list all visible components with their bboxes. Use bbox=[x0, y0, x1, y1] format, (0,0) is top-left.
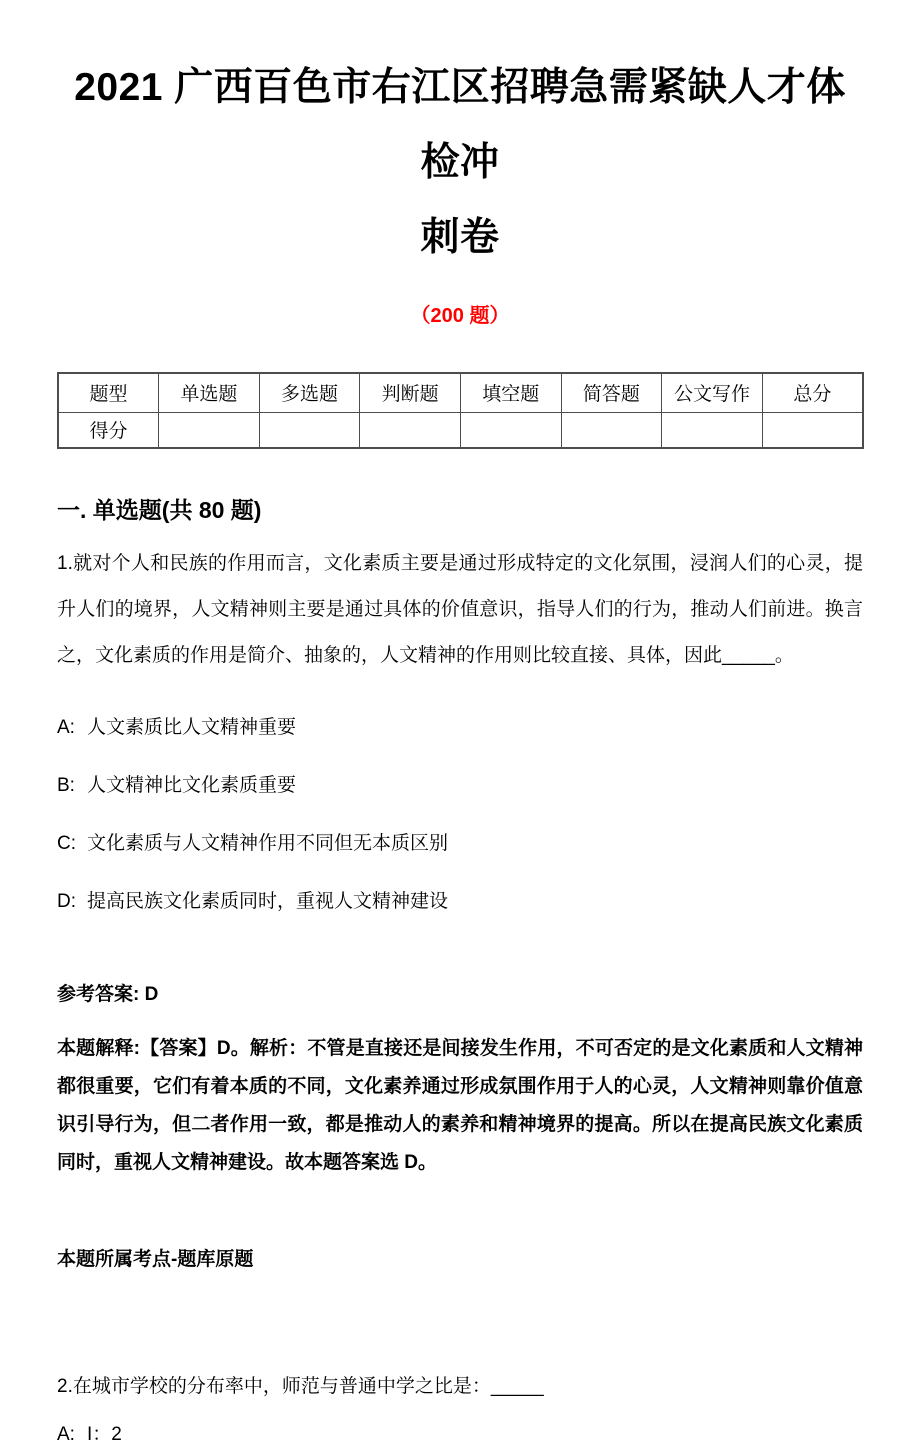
option-text: 提高民族文化素质同时，重视人文精神建设 bbox=[87, 891, 449, 912]
option-label: A: bbox=[57, 717, 75, 738]
score-table-header-true-false: 判断题 bbox=[360, 373, 461, 412]
page-title-line1: 2021 广西百色市右江区招聘急需紧缺人才体检冲 bbox=[74, 66, 846, 184]
question-2-text: 2.在城市学校的分布率中，师范与普通中学之比是：_____ bbox=[57, 1376, 544, 1397]
option-text: I：2 bbox=[87, 1424, 122, 1445]
score-table-header-row bbox=[58, 373, 863, 412]
score-row-label: 得分 bbox=[58, 412, 159, 448]
score-table-header-official-writing: 公文写作 bbox=[662, 373, 763, 412]
score-cell-empty bbox=[259, 412, 360, 448]
option-label: C: bbox=[57, 833, 76, 854]
score-cell-empty bbox=[762, 412, 863, 448]
explanation-text: 本题解释:【答案】D。解析：不管是直接还是间接发生作用，不可否定的是文化素质和人文精神都很重要，它们有着本质的不同，文化素养通过形成氛围作用于人的心灵，人文精神则靠价值意识引导行为，但二者作用一致，都是推动人的素养和精神境界的提高。所以在提高民族文化素质同时，重视人文精神建设。故本题答案选 D。 bbox=[57, 1038, 863, 1173]
score-table-header-short-answer: 简答题 bbox=[561, 373, 662, 412]
score-table-header-total: 总分 bbox=[762, 373, 863, 412]
question-1-option-a bbox=[57, 708, 863, 737]
score-cell-empty bbox=[159, 412, 260, 448]
reference-answer: 参考答案: D bbox=[57, 984, 159, 1005]
score-table-header-fill-blank: 填空题 bbox=[461, 373, 562, 412]
option-label: A: bbox=[57, 1424, 75, 1445]
option-label: B: bbox=[57, 775, 75, 796]
question-1-text: 1.就对个人和民族的作用而言，文化素质主要是通过形成特定的文化氛围，浸润人们的心灵，提升人们的境界，人文精神则主要是通过具体的价值意识，指导人们的行为，推动人们前进。换言之，文化素质的作用是简介、抽象的，人文精神的作用则比较直接、具体，因此_____。 bbox=[57, 553, 863, 666]
knowledge-point: 本题所属考点-题库原题 bbox=[57, 1249, 254, 1270]
page-title bbox=[57, 50, 863, 275]
score-table-header-question-type: 题型 bbox=[58, 373, 159, 412]
score-cell-empty bbox=[662, 412, 763, 448]
question-count-subtitle: （200 题） bbox=[410, 305, 510, 327]
option-text: 人文精神比文化素质重要 bbox=[87, 775, 297, 796]
question-1-options bbox=[57, 708, 863, 911]
option-text: 人文素质比人文精神重要 bbox=[87, 717, 297, 738]
option-label: D: bbox=[57, 891, 76, 912]
score-cell-empty bbox=[360, 412, 461, 448]
option-text: 文化素质与人文精神作用不同但无本质区别 bbox=[87, 833, 449, 854]
page-title-line2: 刺卷 bbox=[420, 216, 500, 259]
question-1-option-b bbox=[57, 766, 863, 795]
score-table-score-row bbox=[58, 412, 863, 448]
question-1-option-c bbox=[57, 824, 863, 853]
score-cell-empty bbox=[561, 412, 662, 448]
score-table bbox=[57, 372, 864, 449]
score-table-header-multi-choice: 多选题 bbox=[259, 373, 360, 412]
section-heading: 一. 单选题(共 80 题) bbox=[57, 497, 262, 523]
question-2-option-a bbox=[57, 1425, 863, 1444]
score-table-header-single-choice: 单选题 bbox=[159, 373, 260, 412]
score-cell-empty bbox=[461, 412, 562, 448]
question-1-option-d bbox=[57, 882, 863, 911]
